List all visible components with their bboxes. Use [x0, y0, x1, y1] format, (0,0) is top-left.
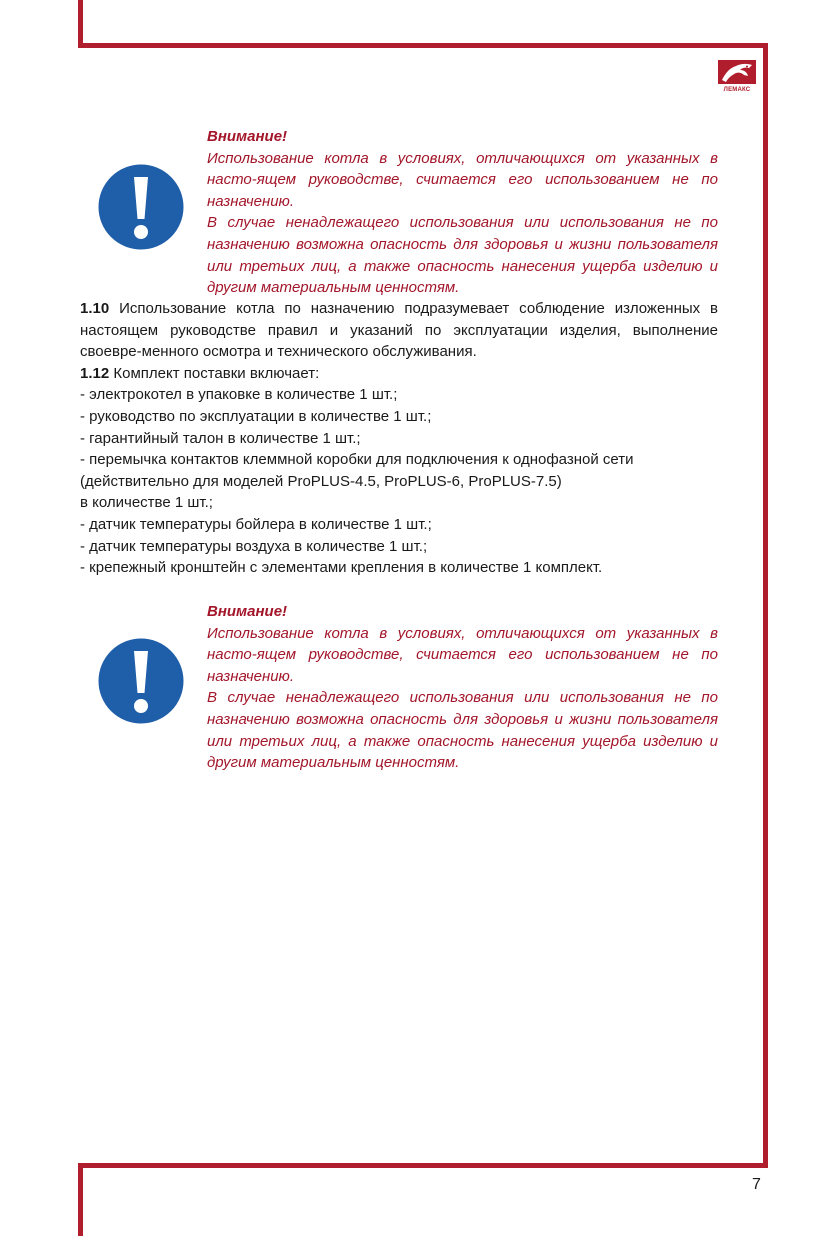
page-frame-bottom [78, 1163, 768, 1168]
paragraph-1-10 [80, 298, 718, 363]
section-number: 1.12 [80, 364, 110, 382]
page-number: 7 [752, 1176, 761, 1193]
brand-logo-text: ЛЕМАКС [723, 87, 751, 93]
warning-exclamation-icon [95, 635, 187, 727]
notice-paragraph: Использование котла в условиях, отличающихся от указанных в насто-ящем руководстве, считается его использованием не по назначению. [207, 624, 718, 685]
notice-paragraph: В случае ненадлежащего использования или использования не по назначению возможна опасность для здоровья и жизни пользователя или третьих лиц, а также опасность нанесения ущерба изделию и другим материальным ценностям. [207, 689, 718, 772]
main-text [80, 298, 718, 579]
list-item: в количестве 1 шт.; [80, 494, 213, 512]
page-frame-bottom-left [78, 1163, 83, 1236]
notice-title: Внимание! [207, 128, 288, 145]
horse-logo-icon [716, 56, 758, 86]
notice-paragraph: Использование котла в условиях, отличающихся от указанных в насто-ящем руководстве, считается его использованием не по назначению. [207, 149, 718, 210]
list-item: - руководство по эксплуатации в количестве 1 шт.; [80, 407, 432, 425]
list-item: - перемычка контактов клеммной коробки для подключения к однофазной сети [80, 451, 634, 469]
section-text: Комплект поставки включает: [109, 364, 320, 382]
warning-exclamation-icon [95, 161, 187, 253]
list-item: (действительно для моделей ProPLUS-4.5, ProPLUS-6, ProPLUS-7.5) [80, 472, 562, 490]
list-item: - датчик температуры бойлера в количестве 1 шт.; [80, 515, 432, 533]
warning-notice [207, 601, 718, 774]
section-number: 1.10 [80, 300, 110, 317]
list-item: - гарантийный талон в количестве 1 шт.; [80, 429, 361, 447]
page-frame-top [78, 43, 768, 48]
notice-title: Внимание! [207, 603, 288, 620]
page-frame-right [763, 43, 768, 1168]
warning-notice [207, 126, 718, 299]
paragraph-1-12 [80, 363, 718, 385]
brand-logo [716, 56, 758, 96]
notice-paragraph: В случае ненадлежащего использования или использования не по назначению возможна опасность для здоровья и жизни пользователя или третьих лиц, а также опасность нанесения ущерба изделию и другим материальным ценностям. [207, 214, 718, 297]
list-item: - электрокотел в упаковке в количестве 1 шт.; [80, 386, 398, 404]
section-text: Использование котла по назначению подразумевает соблюдение изложенных в настоящем руководстве правил и указаний по эксплуатации изделия, выполнение своевре-менного осмотра и технического обслуживания. [80, 300, 718, 361]
list-item: - крепежный кронштейн с элементами крепления в количестве 1 комплект. [80, 559, 603, 577]
list-item: - датчик температуры воздуха в количестве 1 шт.; [80, 537, 428, 555]
page-frame-top-left [78, 0, 83, 48]
